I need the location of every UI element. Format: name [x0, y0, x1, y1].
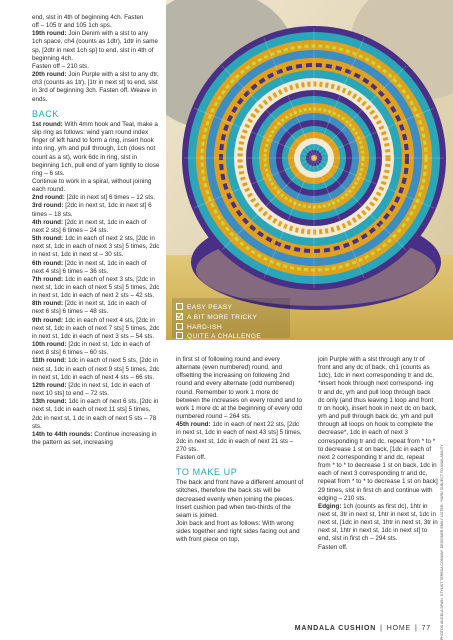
- spiral-note: Continue to work in a spiral, without joining each round.: [32, 177, 152, 194]
- round-label: 13th round:: [32, 398, 67, 406]
- round-label: 9th round:: [32, 316, 64, 324]
- difficulty-challenge: [176, 332, 286, 342]
- round-45: [176, 421, 304, 454]
- round-label: 1st round:: [32, 120, 63, 128]
- join-instructions: join Purple with a slst through any tr of front and any dc of back, ch1 (counts as 1dc), 1dc in next corresponding tr and dc, *insert hook through next correspond- ing tr and dc, yrh and pull loop through back dc only (and thus leaving 1 loop and front tr on hook), insert hook in next dc on back, yrh and pull through back dc, yrh and pull through all loops on hook to complete the decrease*, 1dc in each of next 3 corresponding tr and dc, repeat from * to * to decrease 1 st on back, [1dc in each of next 2 corresponding tr and dc, repeat from * to * to decrease 1 st on back, 1dc in each of next 3 corresponding tr and dc, repeat from * to * to decrease 1 st on back] 29 times, slst in first ch and continue with edging – 210 sts.: [318, 356, 438, 502]
- round-label: 8th round:: [32, 300, 64, 308]
- round-text: With 4mm hook and Teal, make a slip ring as follows: wind yarn round index finger of left hand to form a ring, insert hook into ring, yrh and pull through, 1ch (does not count as a st), work 6dc in ring, slst in beginning 1ch, pull end of yarn tightly to close ring – 6 sts.: [32, 120, 160, 177]
- footer-divider: |: [380, 625, 383, 632]
- checkbox-icon: [176, 303, 183, 310]
- intro-line: end, slst in 4th of beginning 4ch. Fasten: [32, 14, 144, 21]
- round-13: [32, 398, 160, 431]
- checkbox-icon: [176, 332, 183, 339]
- round-5: [32, 235, 160, 259]
- checkbox-icon: [176, 323, 183, 330]
- difficulty-label: A BIT MORE TRICKY: [187, 313, 258, 321]
- difficulty-label: HARD-ISH: [187, 323, 223, 331]
- photo-credit: PHOTOS ANGELA SPAIN, STYLIST TERESA CONWAY. DESIGNER EMILY LISTER. *YARN SUBJECT TO AVAILABILITY: [440, 444, 444, 640]
- round-10: [32, 341, 160, 357]
- round-label: 5th round:: [32, 235, 64, 243]
- round-text: [2dc in next st] 6 times – 12 sts.: [64, 194, 155, 202]
- checked-box-icon: [176, 313, 183, 320]
- page-number: 77: [421, 625, 431, 632]
- round-label: Edging:: [318, 502, 342, 510]
- round-label: 11th round:: [32, 357, 67, 365]
- footer-divider: |: [414, 625, 418, 632]
- difficulty-label: EASY PEASY: [187, 304, 233, 311]
- round-20: [32, 71, 160, 104]
- round-text: 1dc in each of next 22 sts, [2dc in next st, 1dc in each of next 43 sts] 5 times, 2dc in next st, 1dc in each of next 21 sts – 270 sts.: [176, 421, 302, 453]
- round-2: [32, 194, 160, 202]
- round-7: [32, 276, 160, 300]
- round-8: [32, 300, 160, 316]
- round-label: 12th round:: [32, 381, 67, 389]
- round-label: 10th round:: [32, 341, 67, 349]
- round-label: 3rd round:: [32, 202, 64, 210]
- round-9: [32, 317, 160, 341]
- round-label: 14th to 44th rounds:: [32, 430, 93, 438]
- column-1: [32, 14, 160, 447]
- make-up-heading: TO MAKE UP: [176, 467, 238, 478]
- round-6: [32, 260, 160, 276]
- fasten-off: Fasten off.: [318, 543, 348, 551]
- column-2: [176, 356, 304, 544]
- round-text: Join Denim with a slst to any 1ch space, ch4 (counts as 1dtr), 1dtr in same sp, [2dtr in next 1ch sp] to end, slst in 4th of beginning 4ch.: [32, 30, 158, 62]
- footer-section: MANDALA CUSHION: [294, 625, 377, 632]
- round-text: [2dc in next st, 1dc in each of next 8 sts] 6 times – 60 sts.: [32, 341, 150, 357]
- round-label: 19th round:: [32, 30, 67, 38]
- difficulty-label: QUITE A CHALLENGE: [187, 333, 262, 341]
- round-14-44: [32, 431, 160, 447]
- round-text: [2dc in next st, 1dc in each of next 10 sts] to end – 72 sts.: [32, 381, 150, 398]
- round-label: 4th round:: [32, 218, 64, 226]
- round-45-end: Fasten off.: [176, 453, 206, 461]
- round-text: [2dc in next st, 1dc in each of next 6 sts] 6 times – 48 sts.: [32, 300, 147, 316]
- round-3: [32, 202, 160, 218]
- page-footer: [295, 625, 431, 632]
- round-4: [32, 219, 160, 235]
- round-12: [32, 382, 160, 398]
- round-label: 7th round:: [32, 275, 64, 283]
- round-text: 1dc in each of next 6 sts, [2dc in next st, 1dc in each of next 11 sts] 5 times, 2dc in next st, 1 dc in each of next 5 sts – 78 sts.: [32, 398, 159, 430]
- column-3: [318, 356, 438, 552]
- difficulty-hardish: [176, 323, 286, 333]
- make-up-text: The back and front have a different amount of stitches, therefore the back sts will be decreased evenly when joining the pieces. Insert cushion pad when two-thirds of the seam is joined.: [176, 479, 304, 519]
- round-text: 1dc in each of next 4 sts, [2dc in next st, 1dc in each of next 7 sts] 5 times, 2dc in next st, 1dc in each of next 3 sts – 54 sts.: [32, 316, 160, 340]
- round-label: 2nd round:: [32, 194, 65, 202]
- round-text: 1ch (counts as first dc), 1htr in next st, 3tr in next st, 1htr in next st, 1dc in next st, [1dc in next st, 1htr in next st, 3tr in next st, 1htr in next st, 1dc in next st] to end, slst in first ch – 294 sts.: [318, 502, 438, 543]
- round-19: [32, 30, 160, 63]
- back-heading: BACK: [32, 108, 59, 119]
- cushion-photo: [166, 0, 453, 340]
- difficulty-easy: [176, 303, 286, 313]
- round-text: [2dc in next st, 1dc in each of next 2 sts] 6 times – 24 sts.: [32, 218, 147, 234]
- round-text: [2dc in next st, 1dc in next st] 6 times – 18 sts.: [32, 202, 152, 218]
- difficulty-tricky: [176, 313, 286, 323]
- edging: [318, 503, 438, 544]
- round-label: 6th round:: [32, 259, 64, 267]
- round-text: 1dc in each of next 2 sts, [2dc in next st, 1dc in each of next 3 sts] 5 times, 2dc in next st, 1dc in next st – 30 sts.: [32, 235, 160, 259]
- join-text: Join back and front as follows: With wrong sides together and right sides facing out and with front piece on top,: [176, 519, 300, 544]
- round-text: Join Purple with a slst to any dtr, ch3 (counts as 1tr), [1tr in next st] to end, slst in 3rd of beginning 3ch. Fasten off. Weave in ends.: [32, 71, 159, 103]
- round-label: 45th round:: [176, 421, 211, 429]
- intro-line: off – 105 tr and 105 1ch sps.: [32, 22, 112, 30]
- round-11: [32, 357, 160, 381]
- round-1: [32, 121, 160, 178]
- increase-note: in first st of following round and every alternate (even numbered) round, and offsetting the increasing on following 2nd round and every alternate (odd numbered) round. Remember to work 1 more dc between the increases on every round and to work 1 more dc at the beginning of every odd numbered round – 264 sts.: [176, 356, 303, 421]
- footer-magazine: HOME: [386, 625, 411, 632]
- mandala-cushion-illustration: [166, 0, 453, 340]
- round-19-end: Fasten off – 210 sts.: [32, 62, 89, 70]
- round-text: 1dc in each of next 5 sts, [2dc in next st, 1dc in each of next 9 sts] 5 times, 2dc in next st, 1dc in each of next 4 sts – 66 sts.: [32, 357, 160, 381]
- round-label: 20th round:: [32, 71, 67, 79]
- round-text: Continue increasing in the pattern as set, increasing: [32, 430, 157, 446]
- difficulty-legend: [176, 303, 286, 342]
- round-text: [2dc in next st, 1dc in each of next 4 sts] 6 times – 36 sts.: [32, 259, 147, 275]
- round-text: 1dc in each of next 3 sts, [2dc in next st, 1dc in each of next 5 sts] 5 times, 2dc in next st, 1dc in each of next 2 sts – 42 sts.: [32, 275, 160, 300]
